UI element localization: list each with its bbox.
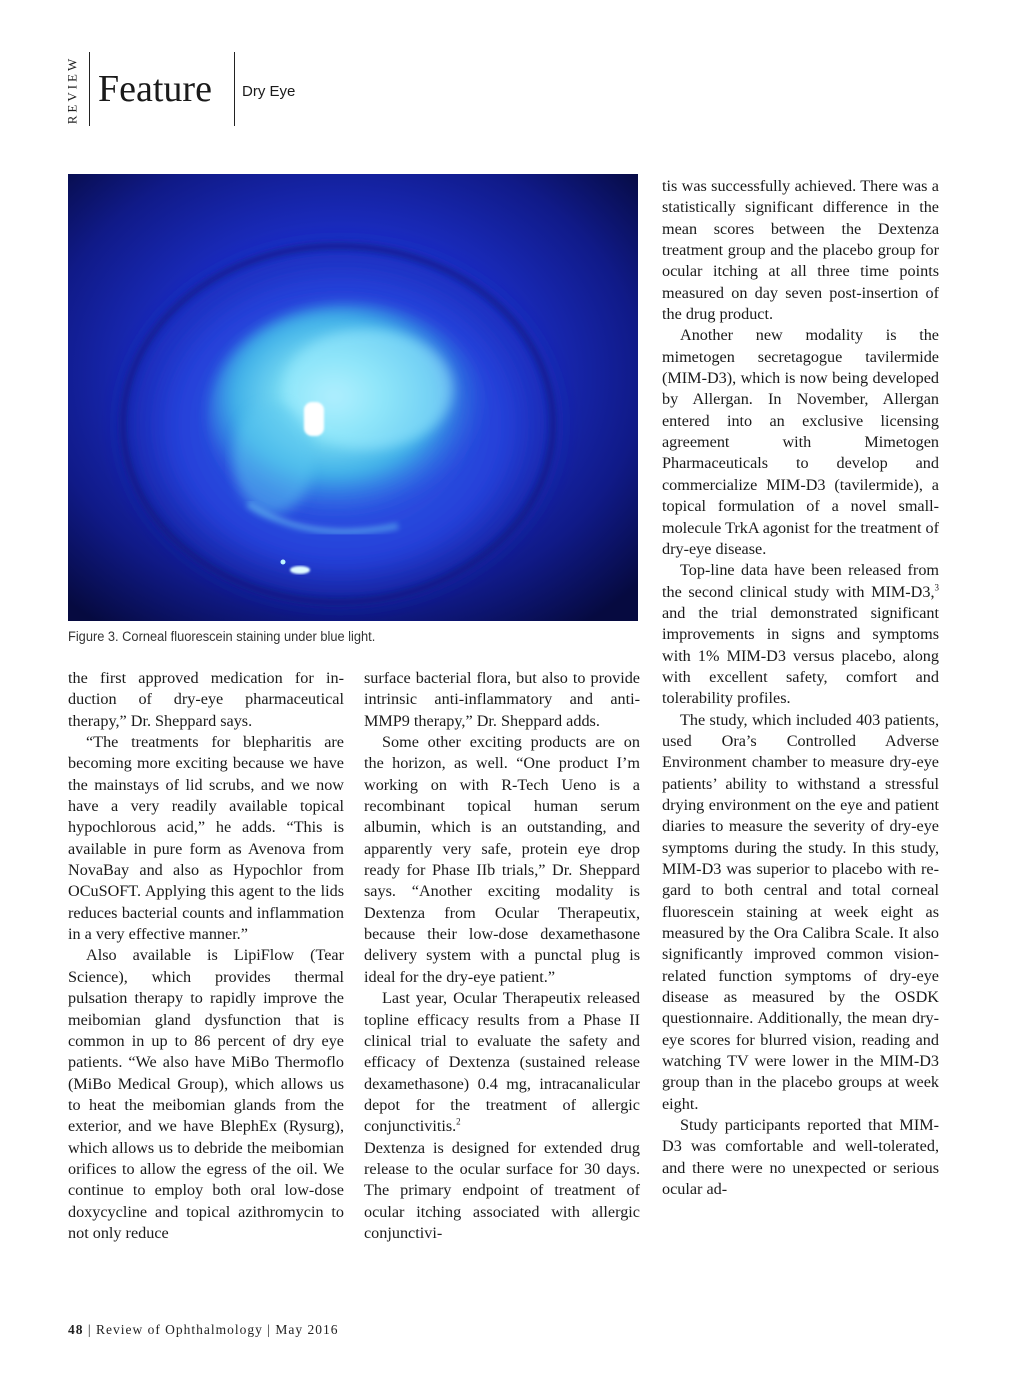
folio-text: | Review of Ophthalmology | May 2016	[83, 1322, 339, 1337]
body-column-3	[662, 176, 939, 1201]
col1-paragraph-3: Also available is LipiFlow (Tear Science), which provides thermal pulsation therapy to rapidly improve the meibomian gland dysfunction that is common in up to 86 percent of dry eye patients. “We also have MiBo Thermoflo (MiBo Medical Group), which allows us to heat the meibomian glands from the exterior, and we have BlephEx (Rysurg), which allows us to debride the meibomian orifices to allow the egress of the oil. We continue to employ both oral low-dose doxycycline and topical azithromycin to not only reduce	[68, 946, 344, 1242]
col3-paragraph-3-start: Top-line data have been released from the second clinical study with MIM-D3,	[662, 561, 939, 601]
reference-2: 2	[456, 1116, 461, 1127]
page-folio	[68, 1322, 339, 1338]
masthead-divider-left	[89, 52, 90, 126]
col1-paragraph-2: “The treatments for blepharitis are becoming more exciting because we have the mainstays of lid scrubs, and we now have a very readily available topical hypochlorous acid,” he adds. “This is available in pure form as Avenova from NovaBay and also as Hypochlor from OCuSOFT. Applying this agent to the lids reduces bacterial counts and inflammation in a very effective manner.”	[68, 733, 344, 944]
reference-3: 3	[934, 582, 939, 593]
col2-paragraph-2: Some other exciting products are on the horizon, as well. “One product I’m working on with R-Tech Ueno is a recombinant topical human serum albumin, which is an outstanding, and apparently very safe, protein eye drop ready for Phase IIb trials,” Dr. Sheppard says. “Another exciting modality is Dextenza from Ocular Therapeutix, because their low-dose dexamethasone delivery system with a punctal plug is ideal for the dry-eye patient.”	[364, 733, 640, 986]
col2-paragraph-3-text: Last year, Ocular Therapeutix released topline efficacy results from a Phase II clinical trial to evaluate the safety and efficacy of Dextenza (sustained release dexamethasone) 0.4 mg, intracanalicular depot for the treatment of allergic conjunctivitis.	[364, 989, 640, 1136]
col3-paragraph-3	[662, 560, 939, 709]
masthead-divider-right	[234, 52, 235, 126]
col3-paragraph-2: Another new modality is the mimetogen secretagogue tavilermide (MIM-D3), which is now being developed by Allergan. In November, Allergan entered into an exclusive licensing agreement with Mimetogen Pharmaceuticals to develop and commercialize MIM-D3 (tavilermide), a topical formulation of a novel small-molecule TrkA agonist for the treatment of dry-eye disease.	[662, 326, 939, 558]
masthead-review-label	[52, 52, 92, 128]
page-number: 48	[68, 1322, 84, 1337]
col2-paragraph-4: Dextenza is designed for extended drug release to the ocular surface for 30 days. The primary endpoint of treatment of ocular itching associated with allergic conjunctivi-	[364, 1138, 640, 1242]
body-column-2	[364, 668, 640, 1244]
corneal-staining-photo	[68, 174, 638, 621]
col2-paragraph-1: surface bacterial flora, but also to provide intrinsic anti-inflammatory and anti-MMP9 therapy,” Dr. Sheppard adds.	[364, 669, 640, 730]
feature-heading: Feature	[98, 68, 212, 110]
col3-paragraph-4: The study, which included 403 patients, used Ora’s Controlled Adverse Environment chamber to measure dry-eye patients’ ability to withstand a stressful drying environment on the eye and patient diaries to measure the severity of dry-eye symptoms during the study. In this study, MIM-D3 was superior to placebo with regard to both central and total corneal fluorescein staining at week eight as measured by the Ora Calibra Scale. It also significantly improved common vision-related function symptoms of dry-eye disease as measured by the OSDK questionnaire. Additionally, the mean dry-eye scores for blurred vision, reading and watching TV were lower in the MIM-D3 group than in the placebo groups at week eight.	[662, 710, 939, 1113]
figure-caption: Figure 3. Corneal fluorescein staining under blue light.	[68, 629, 376, 644]
review-vertical-text: REVIEW	[64, 55, 80, 125]
eye-illustration	[68, 174, 638, 621]
col1-paragraph-1: the first approved medication for induction of dry-eye pharmaceutical therapy,” Dr. Sheppard says.	[68, 669, 344, 730]
col2-paragraph-3	[364, 988, 640, 1137]
section-heading: Dry Eye	[242, 83, 296, 100]
body-column-1	[68, 668, 344, 1244]
col3-paragraph-1: tis was successfully achieved. There was a statistically significant difference in the mean scores between the Dextenza treatment group and the placebo group for ocular itching at all three time points measured on day seven post-insertion of the drug product.	[662, 177, 939, 324]
col3-paragraph-3-end: and the trial demonstrated significant improvements in signs and symptoms with 1% MIM-D3 versus placebo, along with excellent safety, comfort and tolerability profiles.	[662, 603, 939, 708]
col3-paragraph-5: Study participants reported that MIM-D3 was comfortable and well-tolerated, and there were no unexpected or serious ocular ad-	[662, 1116, 939, 1199]
